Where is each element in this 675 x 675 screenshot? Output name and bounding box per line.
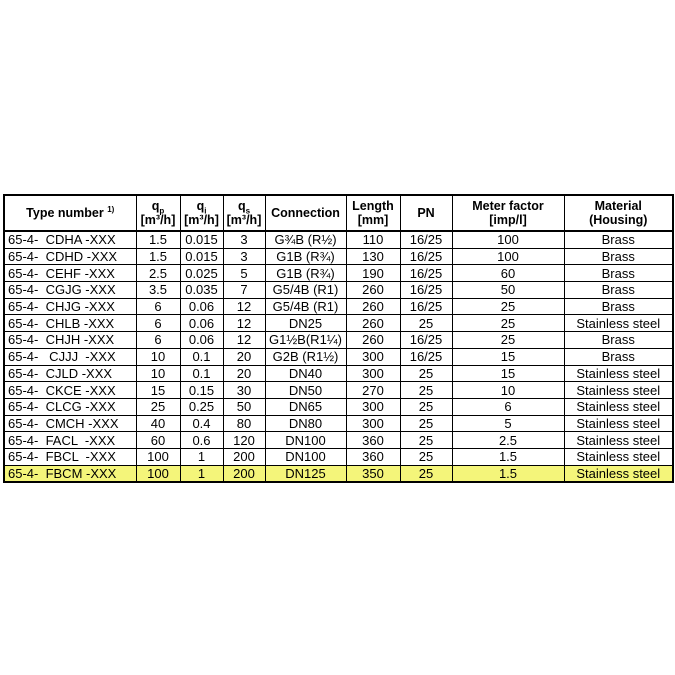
header-qp: $q_p$ [m³/h] bbox=[136, 195, 180, 231]
cell-qp: 6 bbox=[136, 315, 180, 332]
cell-qp: 10 bbox=[136, 348, 180, 365]
cell-qi: 0.25 bbox=[180, 398, 223, 415]
table-row bbox=[4, 398, 673, 415]
cell-qp: 100 bbox=[136, 448, 180, 465]
cell-meter-factor: 100 bbox=[452, 248, 564, 265]
cell-type-number: 65-4- CKCE -XXX bbox=[4, 382, 136, 399]
cell-type-number: 65-4- FACL -XXX bbox=[4, 432, 136, 449]
cell-pn: 16/25 bbox=[400, 348, 452, 365]
cell-material: Brass bbox=[564, 248, 673, 265]
cell-qp: 10 bbox=[136, 365, 180, 382]
cell-length: 130 bbox=[346, 248, 400, 265]
cell-qs: 20 bbox=[223, 365, 265, 382]
cell-meter-factor: 50 bbox=[452, 282, 564, 299]
cell-qs: 12 bbox=[223, 332, 265, 349]
table-row bbox=[4, 315, 673, 332]
header-type-number: Type number $^{1)}$ bbox=[4, 195, 136, 231]
cell-pn: 25 bbox=[400, 365, 452, 382]
cell-qs: 12 bbox=[223, 315, 265, 332]
table-row bbox=[4, 348, 673, 365]
cell-length: 260 bbox=[346, 298, 400, 315]
cell-qi: 0.015 bbox=[180, 231, 223, 248]
cell-meter-factor: 2.5 bbox=[452, 432, 564, 449]
cell-connection: G1½B(R1¼) bbox=[265, 332, 346, 349]
cell-qp: 60 bbox=[136, 432, 180, 449]
cell-qp: 100 bbox=[136, 465, 180, 482]
header-qi: $q_i$ [m³/h] bbox=[180, 195, 223, 231]
cell-pn: 25 bbox=[400, 415, 452, 432]
cell-type-number: 65-4- CEHF -XXX bbox=[4, 265, 136, 282]
cell-length: 350 bbox=[346, 465, 400, 482]
table-row bbox=[4, 298, 673, 315]
cell-qs: 20 bbox=[223, 348, 265, 365]
cell-connection: DN25 bbox=[265, 315, 346, 332]
cell-qp: 3.5 bbox=[136, 282, 180, 299]
cell-material: Brass bbox=[564, 332, 673, 349]
cell-length: 300 bbox=[346, 415, 400, 432]
cell-meter-factor: 15 bbox=[452, 365, 564, 382]
cell-length: 260 bbox=[346, 282, 400, 299]
cell-meter-factor: 10 bbox=[452, 382, 564, 399]
cell-qi: 0.4 bbox=[180, 415, 223, 432]
table-row bbox=[4, 465, 673, 482]
cell-connection: DN40 bbox=[265, 365, 346, 382]
cell-material: Brass bbox=[564, 298, 673, 315]
cell-type-number: 65-4- FBCL -XXX bbox=[4, 448, 136, 465]
table-row bbox=[4, 265, 673, 282]
table-row bbox=[4, 448, 673, 465]
cell-qs: 3 bbox=[223, 248, 265, 265]
cell-qp: 6 bbox=[136, 332, 180, 349]
cell-qs: 200 bbox=[223, 465, 265, 482]
cell-material: Stainless steel bbox=[564, 315, 673, 332]
cell-meter-factor: 60 bbox=[452, 265, 564, 282]
header-pn: PN bbox=[400, 195, 452, 231]
cell-qp: 15 bbox=[136, 382, 180, 399]
table-row bbox=[4, 282, 673, 299]
cell-type-number: 65-4- CHJH -XXX bbox=[4, 332, 136, 349]
cell-qi: 0.015 bbox=[180, 248, 223, 265]
cell-qs: 120 bbox=[223, 432, 265, 449]
header-length: Length [mm] bbox=[346, 195, 400, 231]
cell-length: 300 bbox=[346, 398, 400, 415]
header-material: Material (Housing) bbox=[564, 195, 673, 231]
cell-qs: 200 bbox=[223, 448, 265, 465]
cell-connection: DN50 bbox=[265, 382, 346, 399]
cell-material: Brass bbox=[564, 231, 673, 248]
cell-type-number: 65-4- CHJG -XXX bbox=[4, 298, 136, 315]
table-row bbox=[4, 365, 673, 382]
cell-pn: 25 bbox=[400, 315, 452, 332]
cell-material: Stainless steel bbox=[564, 432, 673, 449]
cell-qp: 1.5 bbox=[136, 231, 180, 248]
cell-qs: 12 bbox=[223, 298, 265, 315]
table-row bbox=[4, 432, 673, 449]
cell-length: 190 bbox=[346, 265, 400, 282]
header-qs: $q_s$ [m³/h] bbox=[223, 195, 265, 231]
cell-type-number: 65-4- CJLD -XXX bbox=[4, 365, 136, 382]
cell-length: 360 bbox=[346, 432, 400, 449]
cell-meter-factor: 100 bbox=[452, 231, 564, 248]
table-row bbox=[4, 415, 673, 432]
cell-material: Stainless steel bbox=[564, 382, 673, 399]
cell-length: 300 bbox=[346, 348, 400, 365]
cell-type-number: 65-4- CJJJ -XXX bbox=[4, 348, 136, 365]
cell-material: Stainless steel bbox=[564, 398, 673, 415]
cell-connection: DN80 bbox=[265, 415, 346, 432]
cell-pn: 25 bbox=[400, 432, 452, 449]
cell-meter-factor: 5 bbox=[452, 415, 564, 432]
cell-meter-factor: 6 bbox=[452, 398, 564, 415]
spec-table bbox=[3, 194, 674, 483]
table-row bbox=[4, 382, 673, 399]
cell-connection: G5/4B (R1) bbox=[265, 282, 346, 299]
cell-qi: 1 bbox=[180, 448, 223, 465]
cell-qs: 80 bbox=[223, 415, 265, 432]
cell-meter-factor: 25 bbox=[452, 332, 564, 349]
cell-material: Stainless steel bbox=[564, 448, 673, 465]
cell-connection: DN100 bbox=[265, 448, 346, 465]
cell-material: Brass bbox=[564, 282, 673, 299]
cell-qi: 0.06 bbox=[180, 315, 223, 332]
table-row bbox=[4, 248, 673, 265]
cell-qi: 0.15 bbox=[180, 382, 223, 399]
cell-pn: 16/25 bbox=[400, 231, 452, 248]
header-meter-factor: Meter factor [imp/l] bbox=[452, 195, 564, 231]
cell-qi: 0.06 bbox=[180, 298, 223, 315]
table-body bbox=[4, 231, 673, 482]
cell-type-number: 65-4- CDHA -XXX bbox=[4, 231, 136, 248]
cell-connection: DN65 bbox=[265, 398, 346, 415]
cell-qi: 1 bbox=[180, 465, 223, 482]
header-row bbox=[4, 195, 673, 231]
cell-length: 300 bbox=[346, 365, 400, 382]
cell-type-number: 65-4- CLCG -XXX bbox=[4, 398, 136, 415]
cell-length: 110 bbox=[346, 231, 400, 248]
cell-type-number: 65-4- CGJG -XXX bbox=[4, 282, 136, 299]
cell-meter-factor: 1.5 bbox=[452, 465, 564, 482]
cell-length: 260 bbox=[346, 332, 400, 349]
cell-material: Brass bbox=[564, 348, 673, 365]
cell-material: Stainless steel bbox=[564, 465, 673, 482]
cell-material: Stainless steel bbox=[564, 365, 673, 382]
cell-length: 360 bbox=[346, 448, 400, 465]
cell-material: Brass bbox=[564, 265, 673, 282]
table-row bbox=[4, 231, 673, 248]
cell-material: Stainless steel bbox=[564, 415, 673, 432]
cell-pn: 16/25 bbox=[400, 248, 452, 265]
cell-pn: 16/25 bbox=[400, 298, 452, 315]
cell-pn: 25 bbox=[400, 398, 452, 415]
cell-qi: 0.06 bbox=[180, 332, 223, 349]
cell-type-number: 65-4- CDHD -XXX bbox=[4, 248, 136, 265]
table-row bbox=[4, 332, 673, 349]
cell-connection: G1B (R¾) bbox=[265, 248, 346, 265]
cell-length: 260 bbox=[346, 315, 400, 332]
cell-length: 270 bbox=[346, 382, 400, 399]
cell-connection: G2B (R1½) bbox=[265, 348, 346, 365]
cell-type-number: 65-4- CMCH -XXX bbox=[4, 415, 136, 432]
cell-qs: 7 bbox=[223, 282, 265, 299]
cell-pn: 16/25 bbox=[400, 282, 452, 299]
cell-qi: 0.025 bbox=[180, 265, 223, 282]
cell-qs: 3 bbox=[223, 231, 265, 248]
cell-qp: 6 bbox=[136, 298, 180, 315]
cell-type-number: 65-4- CHLB -XXX bbox=[4, 315, 136, 332]
cell-meter-factor: 25 bbox=[452, 298, 564, 315]
cell-qi: 0.1 bbox=[180, 365, 223, 382]
cell-meter-factor: 1.5 bbox=[452, 448, 564, 465]
cell-pn: 25 bbox=[400, 465, 452, 482]
header-connection: Connection bbox=[265, 195, 346, 231]
cell-pn: 16/25 bbox=[400, 332, 452, 349]
cell-qs: 5 bbox=[223, 265, 265, 282]
cell-pn: 25 bbox=[400, 448, 452, 465]
cell-qi: 0.1 bbox=[180, 348, 223, 365]
cell-connection: DN100 bbox=[265, 432, 346, 449]
cell-qp: 40 bbox=[136, 415, 180, 432]
cell-connection: G¾B (R½) bbox=[265, 231, 346, 248]
cell-qi: 0.6 bbox=[180, 432, 223, 449]
cell-pn: 25 bbox=[400, 382, 452, 399]
cell-meter-factor: 15 bbox=[452, 348, 564, 365]
cell-connection: DN125 bbox=[265, 465, 346, 482]
cell-qs: 30 bbox=[223, 382, 265, 399]
cell-connection: G1B (R¾) bbox=[265, 265, 346, 282]
cell-type-number: 65-4- FBCM -XXX bbox=[4, 465, 136, 482]
cell-qp: 2.5 bbox=[136, 265, 180, 282]
cell-connection: G5/4B (R1) bbox=[265, 298, 346, 315]
cell-qs: 50 bbox=[223, 398, 265, 415]
cell-meter-factor: 25 bbox=[452, 315, 564, 332]
cell-qp: 25 bbox=[136, 398, 180, 415]
cell-qi: 0.035 bbox=[180, 282, 223, 299]
cell-pn: 16/25 bbox=[400, 265, 452, 282]
cell-qp: 1.5 bbox=[136, 248, 180, 265]
